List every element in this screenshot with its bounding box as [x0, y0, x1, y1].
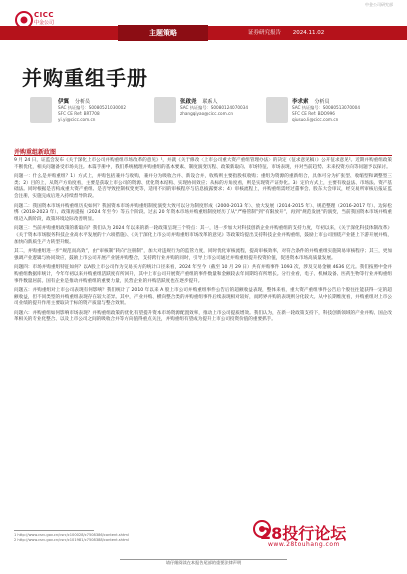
author-detail: SAC 执证编号：S0080521030002: [58, 105, 127, 110]
footnotes: [14, 530, 214, 543]
body-paragraph: 其二，并购重组进一步“规范而高效”，由“审核制”转向“注册制”，加大对违规行为的监管力度，同时优化审核流程，提高审核效率，对符合条件的并购重组实施简易审核程序；其三，更加强调产业逻辑与协同效应，鼓励上市公司开展产业链并购整合，支持跨行业并购的同时，引导上市公司通过并购重组提升投资价值，促进资本市场高质量发展。: [14, 249, 392, 261]
author-name: 李求索: [292, 99, 309, 105]
author-detail: SFC CE Ref: BDO996: [292, 111, 335, 116]
body-paragraph: 问题一：什么是并购重组？1）方式上，并购包括兼并与收购，兼并分为吸收合并、新设合并，收购则主要指股权收购；重组为资源的重新组合，具体可分为扩张型、收缩型和调整型三类；2）目的上，从资产方角度看，主要是获取上市公司的资源、优化资本结构、实现协同效应；从标的方角度看，则是实现资产证券化。3）定价方式上，主要有收益法、市场法、资产基础法。同时根据是否构成重大资产重组、是否导致控制权变更等，适用不同的审核程序与信息披露要求；4）审核流程上，并购重组需经过董事会、股东大会审议，经交易所审核后报证监会注册，实施完成后进入持续督导阶段。: [14, 174, 392, 199]
author-email: zhangqiyao@cicc.com.cn: [180, 111, 233, 116]
author-role: 分析员: [314, 99, 330, 105]
avatar: [266, 97, 288, 123]
body-paragraph: 问题二：我国资本市场并购重组历史如何？我国资本市场并购重组制度演变大致可以分为制度形成（2000-2013 年）、放大发展（2014-2015 年）、规范整理（2016-2017 年）、边际松绑（2018-2023 年）、政策再提振（2024 年至今）等五个阶段。过去 20 年资本市场并购重组制度经历了从“严格管制”到“有限放开”，再到“规范发展”的演变，当前我国资本市场并购重组迈入新阶段，政策环境边际改善明显。: [14, 203, 392, 222]
report-type: 证券研究报告: [248, 30, 282, 36]
footnote-rule: [14, 530, 94, 531]
watermark-text: 28投行论坛: [260, 524, 347, 543]
avatar: [154, 97, 176, 123]
section-divider: [14, 155, 392, 156]
body-paragraph: 问题五：并购重组对上市公司表现有何影响？我们统计了 2010 年以来 A 股上市公司并购重组事件公告后的超额收益表现，整体来看，重大资产重组事件公告后个股往往能获得一定的超额收益，但不同类型的并购重组表现存在较大差异。其中，产业并购、横向整合类的并购重组事件后续表现相对较好，而跨界并购的表现则分化较大。从中长期维度看，并购重组对上市公司业绩的提升作用主要取决于标的资产质量与整合效果。: [14, 288, 392, 307]
author-email: yi.yi@cicc.com.cn: [58, 117, 96, 122]
report-meta: [248, 28, 334, 36]
author-card: [58, 97, 168, 123]
report-body: [14, 158, 392, 327]
author-detail: SAC 执证编号：S0080513070004: [292, 105, 361, 110]
report-date: 2024.11.02: [292, 30, 325, 36]
legal-disclaimer: 请仔细阅读在本报告尾部的重要法律声明: [165, 560, 242, 565]
author-detail: SAC 执证编号：S0080124070034: [180, 105, 249, 110]
header-top-right-text: 中金公司研究部: [365, 2, 393, 7]
body-paragraph: 问题六：并购重组如何影响市场表现？并购重组政策的优化有望提升资本市场资源配置效率，推动上市公司提质增效。我们认为，在新一轮政策支持下，科技创新领域的产业并购、国企改革相关的专业化整合、以及上市公司之间的吸收合并等方向值得重点关注，并购重组有望成为提升上市公司投资价值的重要抓手。: [14, 310, 392, 323]
author-name: 伊翼: [58, 99, 70, 105]
avatar: [30, 97, 52, 123]
watermark-url: www.28touhang.com: [268, 541, 340, 548]
body-paragraph: 问题三：当前并购重组政策的新取向？我们认为 2024 年以来的新一轮政策呈现三个特点：其一，进一步加大对科技创新企业并购重组的支持力度，年初以来，《关于深化科技体制改革》《关于资本市场服务科技企业高水平发展的十六项措施》、《关于深化上市公司并购重组市场改革的意见》等政策均提出支持科技企业并购重组，鼓励上市公司围绕产业链上下游开展并购，加快向新质生产力转型升级。: [14, 226, 392, 245]
author-block: [58, 97, 398, 141]
author-email: qiusuo.li@cicc.com.cn: [292, 117, 339, 122]
author-role: 分析员: [75, 99, 91, 105]
author-card: [292, 97, 402, 123]
page-title: 并购重组手册: [22, 66, 148, 90]
section-heading: 并购重组新政图: [14, 149, 57, 156]
body-paragraph: 问题四：市场并购重组特征如何？以A股上市公司作为交易买方的统计口径来看，2024 年至今（截至 10 月 29 日）共有并购事件 1093 次，涉及交易金额 4636 亿元。我们按照中金并购重组数据库统计，今年年初以来并购重组活跃度有所回升，其中上市公司开展资产重组的事件数量和金额较去年同期均有所增长。分行业看，电子、机械设备、医药生物等行业并购重组事件数量居前。国有企业是推动并购重组的重要力量，民营企业的并购活跃度也在逐步提升。: [14, 265, 392, 284]
logo-text-cn: 中金公司: [34, 20, 55, 26]
author-role: 联系人: [202, 99, 218, 105]
author-detail: SFC CE Ref: BRT708: [58, 111, 100, 116]
footnote-link[interactable]: 2 http://www.csrc.gov.cn/csrc/c101981/c7508388/content.shtml: [14, 537, 129, 542]
logo-text-en: CICC: [34, 11, 55, 19]
section-tab: 主题策略: [118, 25, 208, 41]
footnote-link[interactable]: 1 http://www.csrc.gov.cn/csrc/c100028/c7508386/content.shtml: [14, 532, 129, 537]
body-paragraph: 9 月 24 日，证监会发布《关于深化上市公司并购重组市场改革的意见》¹，并就《关于修改〈上市公司重大资产重组管理办法〉的决定（征求意见稿）》公开征求意见²。近期并购重组政策不断优化，相关问题备受市场关注。本篇手册中，我们系统梳理并购重组的基本要素、制度演变历程、政策新取向、市场特征、市场表现，并对当前趋势、未来投资方向等问题予以探讨。: [14, 158, 392, 170]
author-name: 张啟尧: [180, 99, 197, 105]
